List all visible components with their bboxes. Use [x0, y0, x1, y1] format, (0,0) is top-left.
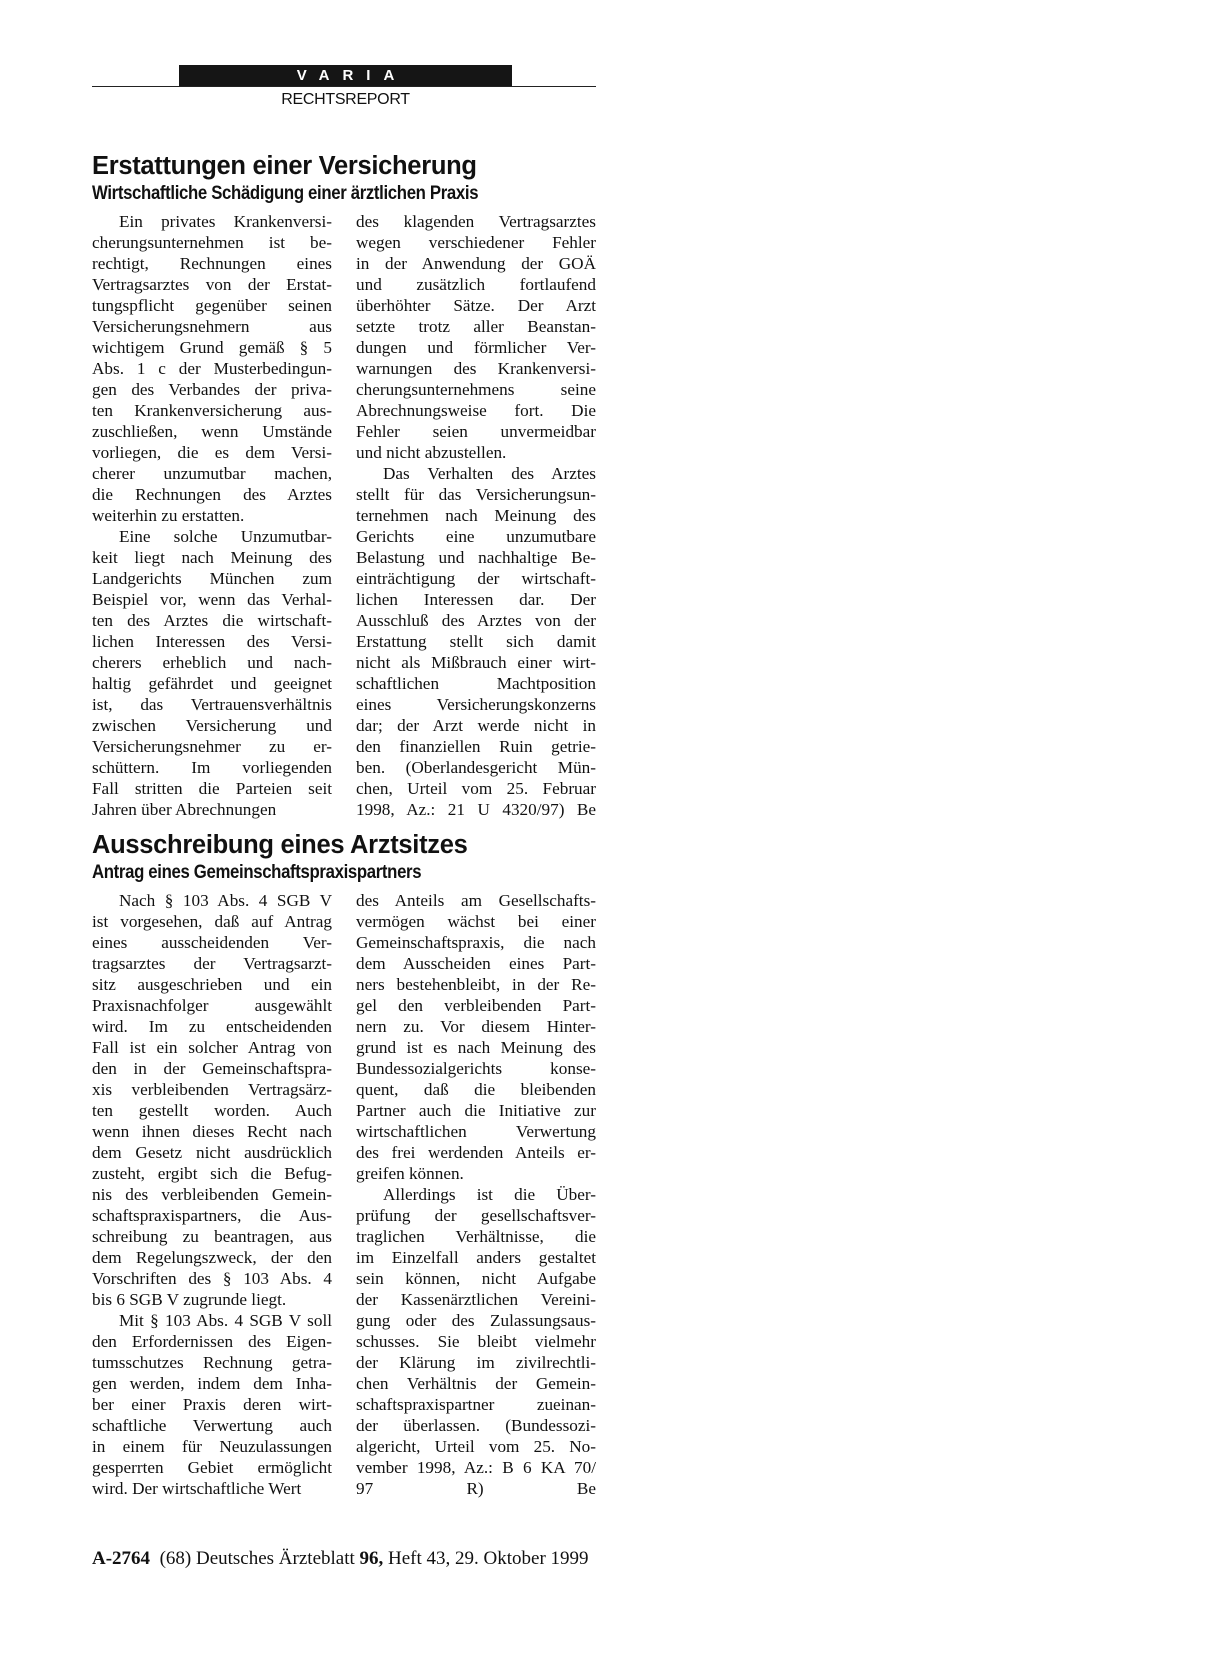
text-line: im Einzelfall anders gestaltet [356, 1248, 596, 1267]
text-line: und zusätzlich fortlaufend [356, 275, 596, 294]
text-line: schaftspraxispartners, die Aus- [92, 1206, 332, 1225]
text-line: nicht als Mißbrauch einer wirt- [356, 653, 596, 672]
text-line: eines Versicherungskonzerns [356, 695, 596, 714]
text-line: lichen Interessen dar. Der [356, 590, 596, 609]
text-line: quent, daß die bleibenden [356, 1080, 596, 1099]
text-line: Eine solche Unzumutbar- [119, 527, 332, 546]
text-line: überhöhter Sätze. Der Arzt [356, 296, 596, 315]
text-line: Fall ist ein solcher Antrag von [92, 1038, 332, 1057]
text-line: traglichen Verhältnisse, die [356, 1227, 596, 1246]
text-column-left [92, 211, 332, 820]
text-line: schüttern. Im vorliegenden [92, 758, 332, 777]
text-line: Vertragsarztes von der Erstat- [92, 275, 332, 294]
text-line: Erstattung stellt sich damit [356, 632, 596, 651]
text-line: vorliegen, die es dem Versi- [92, 443, 332, 462]
issue-date: Heft 43, 29. Oktober 1999 [388, 1548, 589, 1569]
text-line: des frei werdenden Anteils er- [356, 1143, 596, 1162]
text-line: Gemeinschaftspraxis, die nach [356, 933, 596, 952]
text-line: schaftspraxispartner zueinan- [356, 1395, 596, 1414]
text-line: Abrechnungsweise fort. Die [356, 401, 596, 420]
text-line: gen des Verbandes der priva- [92, 380, 332, 399]
text-line: cherungsunternehmen ist be- [92, 233, 332, 252]
text-line: Belastung und nachhaltige Be- [356, 548, 596, 567]
text-line: des Anteils am Gesellschafts- [356, 891, 596, 910]
text-line: Fall stritten die Parteien seit [92, 779, 332, 798]
text-line: ber einer Praxis deren wirt- [92, 1395, 332, 1414]
text-line: wird. Im zu entscheidenden [92, 1017, 332, 1036]
text-line: Fehler seien unvermeidbar [356, 422, 596, 441]
text-line: in der Anwendung der GOÄ [356, 254, 596, 273]
text-line: den in der Gemeinschaftspra- [92, 1059, 332, 1078]
text-line: vermögen wächst bei einer [356, 912, 596, 931]
text-line: nis des verbleibenden Gemein- [92, 1185, 332, 1204]
text-line: nern zu. Vor diesem Hinter- [356, 1017, 596, 1036]
article-ausschreibung [92, 830, 596, 1498]
text-line: die Rechnungen des Arztes [92, 485, 332, 504]
article-subheadline: Antrag eines Gemeinschaftspraxispartners [92, 861, 422, 883]
text-line: schaftliche Verwertung auch [92, 1416, 332, 1435]
text-column-right [356, 211, 596, 820]
publication-name: (68) Deutsches Ärzteblatt [159, 1548, 355, 1569]
text-line: wichtigem Grund gemäß § 5 [92, 338, 332, 357]
text-line: Landgerichts München zum [92, 569, 332, 588]
text-line: xis verbleibenden Vertragsärz- [92, 1080, 332, 1099]
text-line: setzte trotz aller Beanstan- [356, 317, 596, 336]
text-line: Das Verhalten des Arztes [383, 464, 596, 483]
page-footer [92, 1548, 589, 1570]
text-line: ben. (Oberlandesgericht Mün- [356, 758, 596, 777]
text-line: dem Ausscheiden eines Part- [356, 954, 596, 973]
text-line: einträchtigung der wirtschaft- [356, 569, 596, 588]
text-line: cherer unzumutbar machen, [92, 464, 332, 483]
text-line: tragsarztes der Vertragsarzt- [92, 954, 332, 973]
text-line: Vorschriften des § 103 Abs. 4 [92, 1269, 332, 1288]
text-line: Partner auch die Initiative zur [356, 1101, 596, 1120]
text-line: dungen und förmlicher Ver- [356, 338, 596, 357]
text-line: des klagenden Vertragsarztes [356, 212, 596, 231]
text-line: zuschließen, wenn Umstände [92, 422, 332, 441]
text-line: zusteht, ergibt sich die Befug- [92, 1164, 332, 1183]
text-line: vember 1998, Az.: B 6 KA 70/ [356, 1458, 596, 1477]
text-line: Bundessozialgerichts konse- [356, 1059, 596, 1078]
article-headline: Erstattungen einer Versicherung [92, 152, 477, 180]
text-line: weiterhin zu erstatten. [92, 506, 245, 525]
text-line: und nicht abzustellen. [356, 443, 507, 462]
text-line: Beispiel vor, wenn das Verhal- [92, 590, 332, 609]
text-column-left [92, 890, 332, 1499]
text-line: der Kassenärztlichen Vereini- [356, 1290, 596, 1309]
text-line: dem Regelungszweck, der den [92, 1248, 332, 1267]
text-line: ten Krankenversicherung aus- [92, 401, 332, 420]
text-line: Allerdings ist die Über- [383, 1185, 596, 1204]
text-line: wegen verschiedener Fehler [356, 233, 596, 252]
text-line: sein können, nicht Aufgabe [356, 1269, 596, 1288]
text-line: lichen Interessen des Versi- [92, 632, 332, 651]
category-banner: VARIA [179, 65, 512, 86]
text-line: in einem für Neuzulassungen [92, 1437, 332, 1456]
text-line: haltig gefährdet und geeignet [92, 674, 332, 693]
text-line: dem Gesetz nicht ausdrücklich [92, 1143, 332, 1162]
text-line: Praxisnachfolger ausgewählt [92, 996, 332, 1015]
text-line: grund ist es nach Meinung des [356, 1038, 596, 1057]
text-line: gel den verbleibenden Part- [356, 996, 596, 1015]
text-column-right [356, 890, 596, 1499]
text-line: Ein privates Krankenversi- [119, 212, 332, 231]
text-line: dar; der Arzt werde nicht in [356, 716, 596, 735]
text-line: der überlassen. (Bundessozi- [356, 1416, 596, 1435]
text-line: ners bestehenbleibt, in der Re- [356, 975, 596, 994]
text-line: den Erfordernissen des Eigen- [92, 1332, 332, 1351]
text-line: keit liegt nach Meinung des [92, 548, 332, 567]
article-headline: Ausschreibung eines Arztsitzes [92, 831, 468, 859]
text-line: schusses. Sie bleibt vielmehr [356, 1332, 596, 1351]
text-line: Abs. 1 c der Musterbedingun- [92, 359, 332, 378]
text-line: gen werden, indem dem Inha- [92, 1374, 332, 1393]
text-line: bis 6 SGB V zugrunde liegt. [92, 1290, 287, 1309]
text-line: wenn ihnen dieses Recht nach [92, 1122, 332, 1141]
text-line: tungspflicht gegenüber seinen [92, 296, 332, 315]
text-line: wirtschaftlichen Verwertung [356, 1122, 596, 1141]
text-line: Jahren über Abrechnungen [92, 800, 277, 819]
text-line: 97 R) Be [356, 1479, 596, 1498]
text-line: schreibung zu beantragen, aus [92, 1227, 332, 1246]
text-line: Mit § 103 Abs. 4 SGB V soll [119, 1311, 332, 1330]
page-number: A-2764 [92, 1548, 151, 1569]
text-line: Nach § 103 Abs. 4 SGB V [119, 891, 332, 910]
text-line: Versicherungsnehmern aus [92, 317, 332, 336]
text-line: ist vorgesehen, daß auf Antrag [92, 912, 332, 931]
text-line: 1998, Az.: 21 U 4320/97) Be [356, 800, 596, 819]
text-line: prüfung der gesellschaftsver- [356, 1206, 596, 1225]
text-line: Gerichts eine unzumutbare [356, 527, 596, 546]
text-line: stellt für das Versicherungsun- [356, 485, 596, 504]
text-line: cherers erheblich und nach- [92, 653, 332, 672]
text-line: gung oder des Zulassungsaus- [356, 1311, 596, 1330]
text-line: den finanziellen Ruin getrie- [356, 737, 596, 756]
text-line: ist, das Vertrauensverhältnis [92, 695, 332, 714]
text-line: gesperrten Gebiet ermöglicht [92, 1458, 332, 1477]
text-line: ten des Arztes die wirtschaft- [92, 611, 332, 630]
text-line: schaftlichen Machtposition [356, 674, 596, 693]
text-line: algericht, Urteil vom 25. No- [356, 1437, 596, 1456]
text-line: chen Verhältnis der Gemein- [356, 1374, 596, 1393]
text-line: ternehmen nach Meinung des [356, 506, 596, 525]
text-line: eines ausscheidenden Ver- [92, 933, 332, 952]
header-rule [92, 86, 596, 87]
volume-number: 96, [359, 1548, 384, 1569]
text-line: zwischen Versicherung und [92, 716, 332, 735]
text-line: rechtigt, Rechnungen eines [92, 254, 332, 273]
text-line: warnungen des Krankenversi- [356, 359, 596, 378]
text-line: chen, Urteil vom 25. Februar [356, 779, 596, 798]
text-line: tumsschutzes Rechnung getra- [92, 1353, 332, 1372]
text-line: Versicherungsnehmer zu er- [92, 737, 332, 756]
text-line: wird. Der wirtschaftliche Wert [92, 1479, 302, 1498]
article-subheadline: Wirtschaftliche Schädigung einer ärztlichen Praxis [92, 182, 479, 204]
text-line: cherungsunternehmens seine [356, 380, 596, 399]
article-erstattungen [92, 151, 596, 819]
text-line: sitz ausgeschrieben und ein [92, 975, 332, 994]
text-line: greifen können. [356, 1164, 464, 1183]
text-line: der Klärung im zivilrechtli- [356, 1353, 596, 1372]
text-line: Ausschluß des Arztes von der [356, 611, 596, 630]
section-label: RECHTSREPORT [281, 91, 410, 108]
text-line: ten gestellt worden. Auch [92, 1101, 332, 1120]
